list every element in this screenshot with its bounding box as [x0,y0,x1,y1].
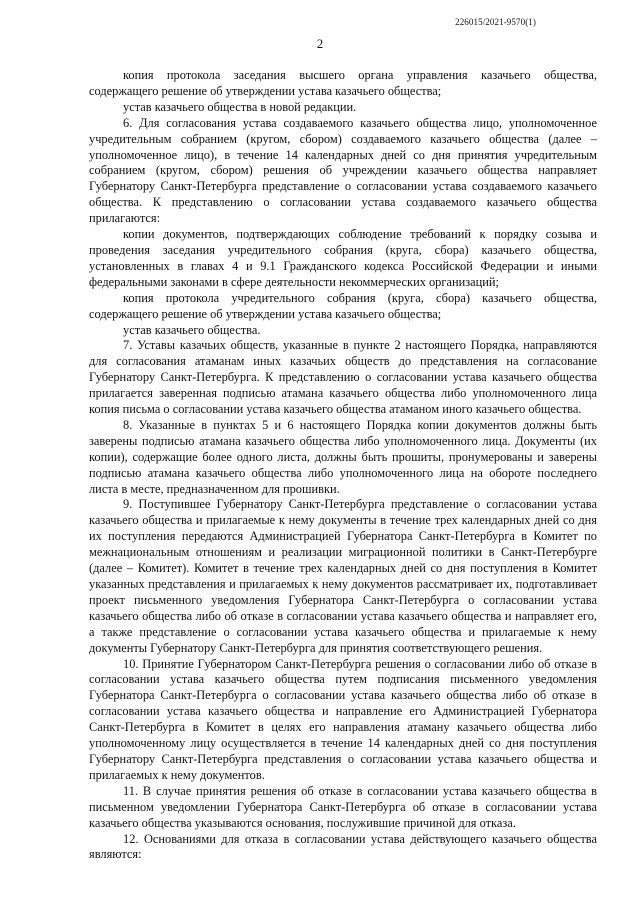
paragraph: 6. Для согласования устава создаваемого казачьего общества лицо, уполномоченное учредительным собранием (кругом, сбором) создаваемого казачьего общества (далее – уполномоченное лицо), в течение 14 календарных дней со дня принятия учредительным собранием (кругом, сбором) решения об учреждении казачьего общества направляет Губернатору Санкт-Петербурга представление о согласовании устава создаваемого казачьего общества. К представлению о согласовании устава создаваемого казачьего общества прилагаются: [89,115,597,226]
document-id: 226015/2021-9570(1) [455,17,536,27]
paragraph: копия протокола учредительного собрания (круга, сбора) казачьего общества, содержащего решение об утверждении устава казачьего общества; [89,290,597,321]
paragraph: устав казачьего общества. [123,322,261,337]
document-body [89,68,597,863]
paragraph: 11. В случае принятия решения об отказе в согласовании устава казачьего общества в письменном уведомлении Губернатора Санкт-Петербурга об отказе в согласовании устава казачьего общества указываются основания, послужившие причиной для отказа. [89,783,597,830]
paragraph: копии документов, подтверждающих соблюдение требований к порядку созыва и проведения заседания учредительного собрания (круга, сбора) казачьего общества, установленных в главах 4 и 9.1 Гражданского кодекса Российской Федерации и иными федеральными законами в сфере деятельности некоммерческих организаций; [89,227,597,289]
paragraph: копия протокола заседания высшего органа управления казачьего общества, содержащего решение об утверждении устава казачьего общества; [89,68,597,98]
paragraph: 8. Указанные в пунктах 5 и 6 настоящего Порядка копии документов должны быть заверены подписью атамана казачьего общества либо уполномоченного лица. Документы (их копии), содержащие более одного листа, должны быть прошиты, пронумерованы и заверены подписью атамана казачьего общества либо уполномоченного лица на обороте последнего листа в месте, предназначенном для прошивки. [89,417,597,496]
paragraph: 12. Основаниями для отказа в согласовании устава действующего казачьего общества являются: [89,831,597,862]
paragraph: 9. Поступившее Губернатору Санкт-Петербурга представление о согласовании устава казачьего общества и прилагаемые к нему документы в течение трех календарных дней со дня их поступления передаются Администрацией Губернатора Санкт-Петербурга в Комитет по межнациональным отношениям и реализации миграционной политики в Санкт-Петербурге (далее – Комитет). Комитет в течение трех календарных дней со дня поступления в Комитет указанных представления и прилагаемых к нему документов рассматривает их, подготавливает проект письменного уведомления Губернатора Санкт-Петербурга о согласовании устава казачьего общества либо об отказе в согласовании устава казачьего общества и направляет его, а также представление о согласовании устава казачьего общества и прилагаемые к нему документы Губернатору Санкт-Петербурга для принятия соответствующего решения. [89,497,597,655]
paragraph: 10. Принятие Губернатором Санкт-Петербурга решения о согласовании либо об отказе в согласовании устава казачьего общества путем подписания письменного уведомления Губернатора Санкт-Петербурга о согласовании устава казачьего общества либо об отказе в согласовании устава казачьего общества и направление его Администрацией Губернатора Санкт-Петербурга в Комитет в целях его направления атаману казачьего общества либо уполномоченному лицу осуществляется в течение 14 календарных дней со дня поступления Губернатору Санкт-Петербурга представления о согласовании устава казачьего общества и прилагаемых к нему документов. [89,656,597,782]
paragraph: 7. Уставы казачьих обществ, указанные в пункте 2 настоящего Порядка, направляются для согласования атаманам иных казачьих обществ до представления на согласование Губернатору Санкт-Петербурга. К представлению о согласовании устава казачьего общества прилагается заверенная подписью атамана казачьего общества либо уполномоченного лица копия письма о согласовании устава казачьего общества атаманом иного казачьего общества. [89,338,597,417]
paragraph: устав казачьего общества в новой редакции. [123,99,357,114]
page-number: 2 [316,36,324,51]
